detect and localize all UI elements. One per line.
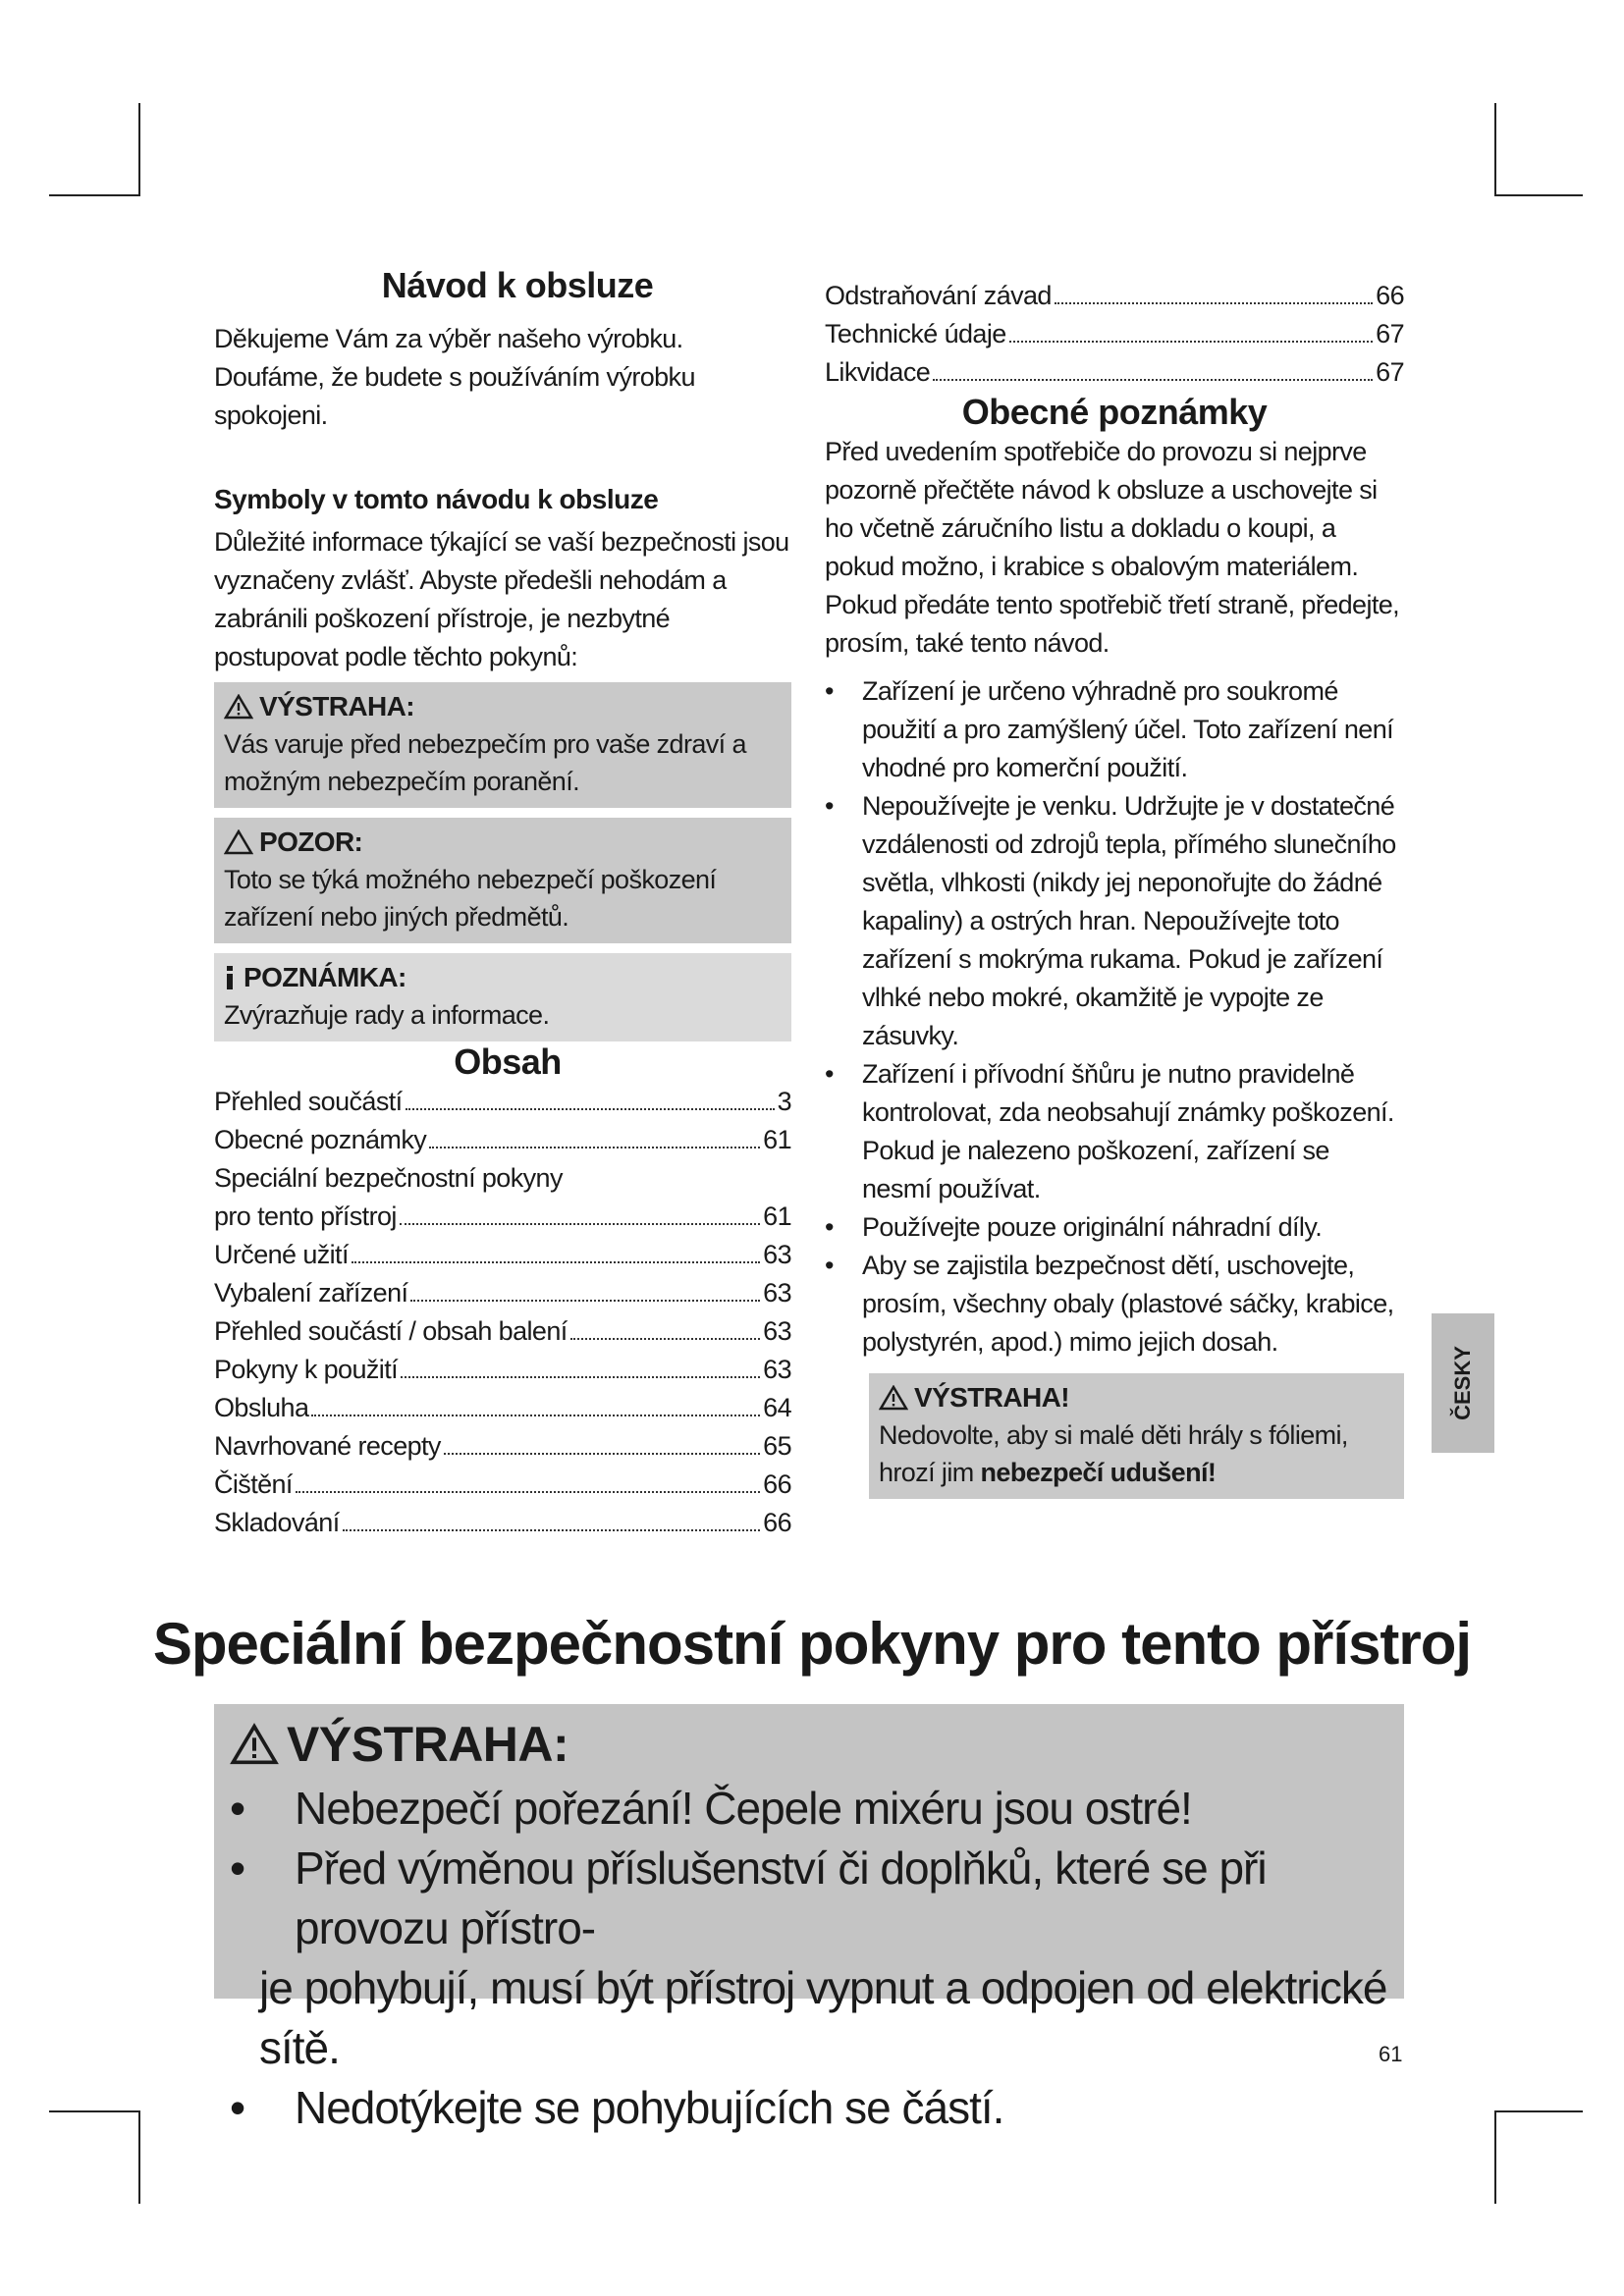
general-notes-list bbox=[825, 672, 1404, 1362]
table-of-contents-continued bbox=[825, 277, 1404, 392]
list-item: • Nedotýkejte se pohybujících se částí. bbox=[230, 2078, 1388, 2138]
toc-title: Obsah bbox=[454, 1041, 562, 1082]
crop-mark bbox=[49, 194, 140, 196]
caution-text: Toto se týká možného nebezpečí poškození zařízení nebo jiných předmětů. bbox=[224, 865, 717, 932]
warning-label: VÝSTRAHA: bbox=[259, 691, 414, 721]
crop-mark bbox=[1494, 103, 1496, 196]
toc-item[interactable]: Přehled součástí 3 bbox=[214, 1087, 791, 1116]
caution-notice bbox=[214, 818, 791, 943]
page-number: 61 bbox=[1379, 2042, 1403, 2066]
list-item: • Před výměnou příslušenství či doplňků, které se při provozu přístro- bbox=[230, 1839, 1388, 1958]
caution-triangle-icon bbox=[224, 829, 253, 855]
toc-item[interactable]: Speciální bezpečnostní pokyny bbox=[214, 1163, 563, 1193]
warning-triangle-icon bbox=[224, 694, 253, 720]
language-label: ČESKY bbox=[1450, 1346, 1476, 1420]
language-tab bbox=[1432, 1313, 1494, 1453]
symbols-heading: Symboly v tomto návodu k obsluze bbox=[214, 484, 659, 514]
list-item-continuation: je pohybují, musí být přístroj vypnut a odpojen od elektrické sítě. bbox=[259, 1962, 1387, 2073]
warning-label: VÝSTRAHA: bbox=[287, 1717, 569, 1772]
toc-item[interactable]: Skladování 66 bbox=[214, 1508, 791, 1537]
crop-mark bbox=[138, 103, 140, 196]
general-notes-intro: Před uvedením spotřebiče do provozu si nejprve pozorně přečtěte návod k obsluze a uschovejte si ho včetně záručního listu a dokladu o koupi, a pokud možno, i krabice s obalovým materiálem. Pokud předáte tento spotřebič třetí straně, předejte, prosím, také tento návod. bbox=[825, 437, 1400, 658]
left-column bbox=[214, 265, 791, 1542]
warning-notice bbox=[214, 682, 791, 808]
page-title: Návod k obsluze bbox=[381, 265, 654, 305]
note-text: Zvýrazňuje rady a informace. bbox=[224, 1000, 550, 1030]
toc-item[interactable]: Obsluha 64 bbox=[214, 1393, 791, 1422]
toc-item[interactable]: Přehled součástí / obsah balení 63 bbox=[214, 1316, 791, 1346]
warning-label: VÝSTRAHA! bbox=[914, 1382, 1069, 1413]
right-column bbox=[825, 277, 1404, 1499]
warning-text: Nedovolte, aby si malé děti hrály s fóliemi, hrozí jim nebezpečí udušení! bbox=[879, 1420, 1348, 1487]
intro-text: Děkujeme Vám za výběr našeho výrobku. Doufáme, že budete s používáním výrobku spokojeni. bbox=[214, 324, 695, 430]
list-item: • Používejte pouze originální náhradní díly. bbox=[825, 1208, 1404, 1247]
note-notice bbox=[214, 953, 791, 1041]
list-item: • Aby se zajistila bezpečnost dětí, uschovejte, prosím, všechny obaly (plastové sáčky, krabice, polystyrén, apod.) mimo jejich dosah. bbox=[825, 1247, 1404, 1362]
toc-item[interactable]: pro tento přístroj 61 bbox=[214, 1201, 791, 1231]
warning-text: Vás varuje před nebezpečím pro vaše zdraví a možným nebezpečím poranění. bbox=[224, 729, 746, 796]
crop-mark bbox=[1494, 2110, 1583, 2112]
warning-triangle-icon bbox=[879, 1385, 908, 1411]
info-icon bbox=[224, 965, 238, 990]
special-safety-title: Speciální bezpečnostní pokyny pro tento přístroj bbox=[152, 1611, 1472, 1677]
toc-item[interactable]: Čištění 66 bbox=[214, 1469, 791, 1499]
toc-item[interactable]: Pokyny k použití 63 bbox=[214, 1355, 791, 1384]
warning-triangle-icon bbox=[230, 1723, 279, 1766]
toc-item[interactable]: Obecné poznámky 61 bbox=[214, 1125, 791, 1154]
crop-mark bbox=[49, 2110, 140, 2112]
crop-mark bbox=[1494, 194, 1583, 196]
crop-mark bbox=[138, 2110, 140, 2204]
toc-item[interactable]: Určené užití 63 bbox=[214, 1240, 791, 1269]
general-notes-title: Obecné poznámky bbox=[961, 392, 1268, 432]
list-item: • Nepoužívejte je venku. Udržujte je v dostatečné vzdálenosti od zdrojů tepla, přímého slunečního světla, vlhkosti (nikdy jej neponořujte do žádné kapaliny) a ostrých hran. Nepoužívejte toto zařízení s mokrýma rukama. Pokud je zařízení vlhké nebo mokré, okamžitě je vypojte ze zásuvky. bbox=[825, 787, 1404, 1055]
special-safety-list bbox=[230, 1779, 1388, 2138]
toc-item[interactable]: Likvidace 67 bbox=[825, 357, 1404, 387]
crop-mark bbox=[1494, 2110, 1496, 2204]
toc-item[interactable]: Technické údaje 67 bbox=[825, 319, 1404, 348]
toc-item[interactable]: Vybalení zařízení 63 bbox=[214, 1278, 791, 1308]
toc-item[interactable]: Navrhované recepty 65 bbox=[214, 1431, 791, 1461]
suffocation-warning bbox=[869, 1373, 1404, 1499]
caution-label: POZOR: bbox=[259, 827, 363, 857]
list-item: • Zařízení je určeno výhradně pro soukromé použití a pro zamýšlený účel. Toto zařízení není vhodné pro komerční použití. bbox=[825, 672, 1404, 787]
note-label: POZNÁMKA: bbox=[244, 962, 406, 992]
list-item: • Zařízení i přívodní šňůru je nutno pravidelně kontrolovat, zda neobsahují známky poškození. Pokud je nalezeno poškození, zařízení se nesmí používat. bbox=[825, 1055, 1404, 1208]
list-item: • Nebezpečí pořezání! Čepele mixéru jsou ostré! bbox=[230, 1779, 1388, 1839]
symbols-text: Důležité informace týkající se vaší bezpečnosti jsou vyznačeny zvlášť. Abyste předešli nehodám a zabránili poškození přístroje, je nezbytné postupovat podle těchto pokynů: bbox=[214, 527, 789, 671]
toc-item[interactable]: Odstraňování závad 66 bbox=[825, 281, 1404, 310]
table-of-contents bbox=[214, 1083, 791, 1542]
